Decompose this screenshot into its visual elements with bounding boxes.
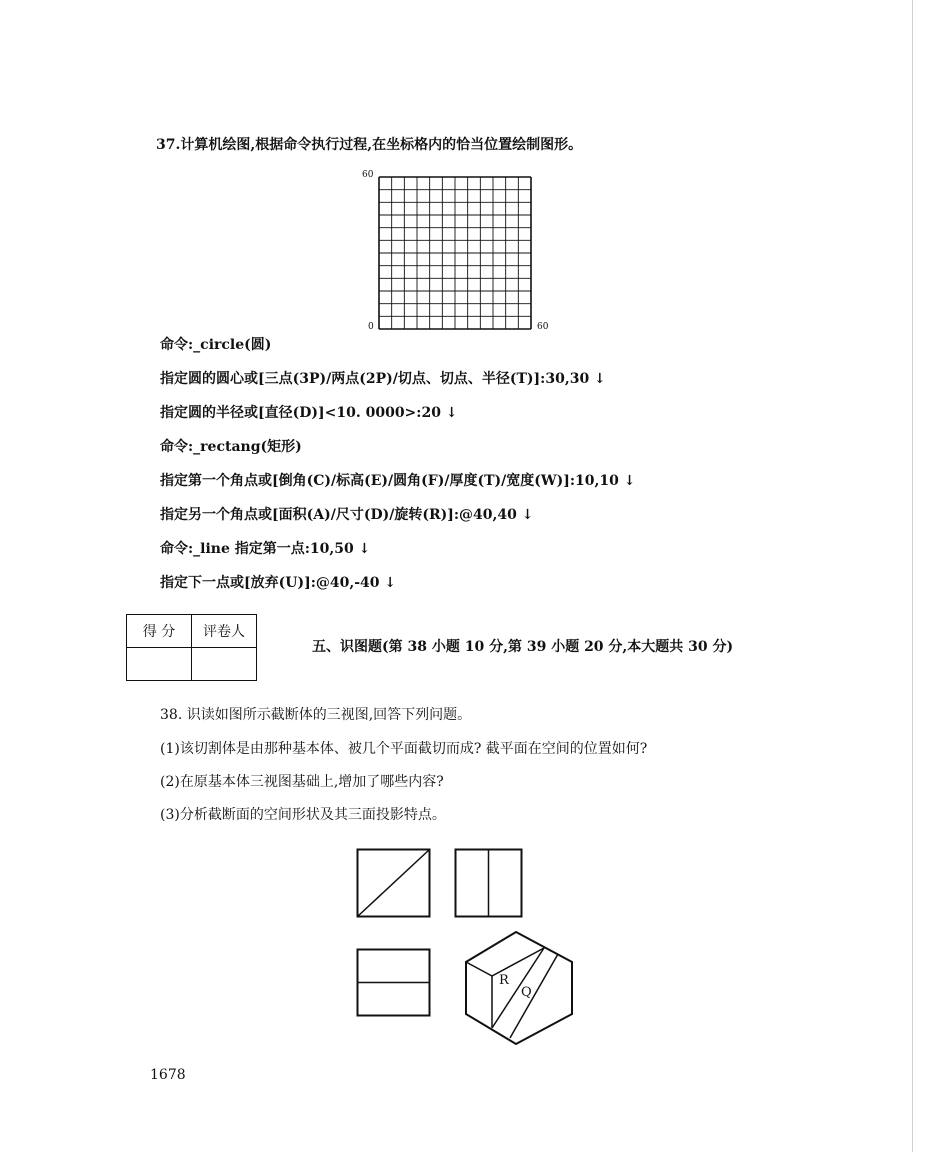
side-view — [454, 848, 524, 920]
command-line-4: 命令:_rectang(矩形) — [160, 439, 302, 455]
section-heading: 五、识图题(第 38 小题 10 分,第 39 小题 20 分,本大题共 30 分) — [312, 639, 734, 655]
page-number: 1678 — [150, 1067, 186, 1083]
command-line-3: 指定圆的半径或[直径(D)]<10. 0000>:20 ↓ — [160, 405, 458, 421]
command-line-2: 指定圆的圆心或[三点(3P)/两点(2P)/切点、切点、半径(T)]:30,30 ↓ — [160, 371, 606, 387]
command-line-8: 指定下一点或[放弃(U)]:@40,-40 ↓ — [160, 575, 397, 591]
grader-cell — [192, 648, 257, 681]
isometric-view — [464, 930, 576, 1048]
command-line-5: 指定第一个角点或[倒角(C)/标高(E)/圆角(F)/厚度(T)/宽度(W)]:10,10 ↓ — [160, 473, 636, 489]
command-line-1: 命令:_circle(圆) — [160, 337, 272, 353]
q38-item-2: (2)在原基本体三视图基础上,增加了哪些内容? — [160, 774, 444, 790]
q38-item-1: (1)该切割体是由那种基本体、被几个平面截切而成? 截平面在空间的位置如何? — [160, 741, 648, 757]
score-header: 得 分 — [127, 615, 192, 648]
score-cell — [127, 648, 192, 681]
grid-max-label: 60 — [362, 170, 374, 180]
command-line-6: 指定另一个角点或[面积(A)/尺寸(D)/旋转(R)]:@40,40 ↓ — [160, 507, 534, 523]
label-q: Q — [521, 985, 532, 1000]
top-view — [356, 948, 432, 1020]
q38-title: 38. 识读如图所示截断体的三视图,回答下列问题。 — [160, 707, 472, 723]
grid-xmax-label: 60 — [537, 322, 549, 332]
grader-header: 评卷人 — [192, 615, 257, 648]
front-view — [356, 848, 432, 920]
page-edge-line — [912, 0, 913, 1152]
q37-title: 37.计算机绘图,根据命令执行过程,在坐标格内的恰当位置绘制图形。 — [156, 137, 583, 153]
label-r: R — [499, 973, 509, 988]
command-line-7: 命令:_line 指定第一点:10,50 ↓ — [160, 541, 371, 557]
q38-item-3: (3)分析截断面的空间形状及其三面投影特点。 — [160, 807, 446, 823]
grid-origin-label: 0 — [368, 322, 374, 332]
score-table — [126, 614, 257, 681]
coordinate-grid — [378, 176, 532, 330]
